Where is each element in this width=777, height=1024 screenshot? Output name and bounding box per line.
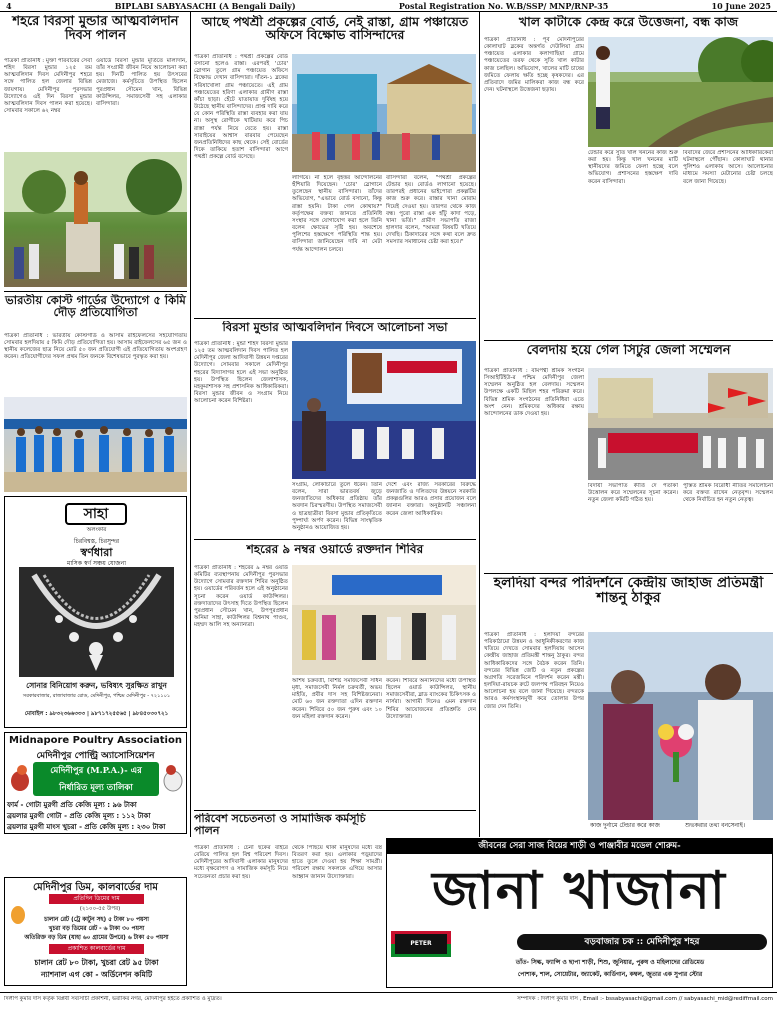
registration: Postal Registration No. W.B/SSP/ MNP/RNP-35 (398, 0, 609, 11)
kalbird-subtitle: প্রকাশিত কালবার্ডের দাম (49, 944, 144, 954)
meeting-stage-photo (292, 341, 476, 479)
ad-top-banner: জীবনের সেরা সাজ বিয়ের শাড়ী ও পাঞ্জাবীর মডেল শোরুম- (387, 839, 772, 854)
peter-england-logo: PETER ENGLAND (395, 934, 447, 954)
divider (484, 573, 773, 574)
article-body: লাগিয়ে। না হলে বৃহত্তর আন্দোলনের হুঁশিয়ারি দিয়েছেন। 'চোর' স্লোগানে তুলেছেন স্থানীয় বাসিন্দারা। তাঁদের অভিযোগ, "এভাবে বোর্ড বসানো, কিন্তু রাস্তা হয়নি। টাকা গেল কোথায়?" কর্তৃপক্ষের বক্তব্য জানতে প্রতিনিধি সংস্থার সঙ্গে যোগাযোগ করা হলে তিনি বলেন ক্ষোভের সৃষ্টি হয়। অবশেষে পুলিশের হস্তক্ষেপে পরিস্থিতি শান্ত হয়। বাসিন্দারা জানিয়েছেন দাবি না মেটা পর্যন্ত আন্দোলন চলবে। (292, 175, 382, 253)
poultry-title: Midnapore Poultry Association (9, 735, 182, 746)
ad-tagline: সোনার বিনিয়োগ করুন, ভবিষ্যৎ সুরক্ষিত রাখুন (26, 681, 167, 690)
footer-contact[interactable]: সম্পাদক : দিলীপ কুমার দাস , Email :- bssabyasachi@gmail.com // sabyasachi_mid@rediffmail.com (517, 996, 773, 1002)
price-meat: ব্রয়লার মুরগী মাংস খুচরা - প্রতি কেজি মূল্য : ২৩০ টাকা (7, 823, 166, 831)
egg-rate: চালান রেট (ট্রে কাটুন সহ) ৫ টাকা ৮০ পয়সা (44, 917, 149, 923)
footer-publisher: দিলীপ কুমার দাস কর্তৃক বিপ্লবী সব্যসাচী প্রকাশনী, ভরাকির নগর, মেদিনীপুর হইতে প্রকাশিত ও মুদ্রিত। (4, 996, 222, 1002)
ad-address: বড়বাজার চক :: মেদিনীপুর শহর (517, 934, 767, 950)
ad-line: মাসিক স্বর্ণ সঞ্চয় যোজনা (66, 560, 126, 567)
article-body: পত্রিকা প্রতিনিধি : হলদিয়া বন্দরের পরিকাঠামো উন্নয়ন ও আধুনিকীকরণের কাজ খতিয়ে দেখতে সোমবার হলদিয়ায় আসেন কেন্দ্রীয় জাহাজ প্রতিমন্ত্রী শান্তনু ঠাকুর। বন্দর আধিকারিকদের সঙ্গে বৈঠক করেন তিনি। বন্দরের বিভিন্ন জেটি ও নতুন প্রকল্পের অগ্রগতি সরেজমিনে পরিদর্শন করেন মন্ত্রী। হলদিয়া-রায়চক রুটে জলপথ পরিবহন নিয়েও আলোচনা হয় বলে জানা গিয়েছে। বন্দরকে আরও কর্মসংস্থানমুখী করে তোলার উপর জোর দেন তিনি। (484, 632, 584, 710)
article-body: পত্রিকা প্রতিনিধি : বামপন্থী শ্রমিক সংগঠন সিআইটিইউ-র পশ্চিম মেদিনীপুর জেলা সম্মেলন অনুষ্ঠিত হল বেলদায়। সম্মেলন উপলক্ষে একটি মিছিল শহর পরিক্রমা করে। বিভিন্ন শ্রমিক সংগঠনের প্রতিনিধিরা এতে অংশ নেন। শ্রমিকদের অধিকার রক্ষায় আন্দোলনের ডাক দেওয়া হয়। (484, 368, 584, 417)
article-body: পত্রিকা প্রতিনিধি : মুন্ডা শহিদ বিরসা মুন্ডার ১২৫ তম আত্মবলিদান দিবস পালিত হল মেদিনীপুর জেলা আদিবাসী উন্নয়ন দপ্তরের উদ্যোগে। সোমবার সকালে মেদিনীপুর শহরের বিদ্যাসাগর হলে এই সভা অনুষ্ঠিত হয়। উপস্থিত ছিলেন জেলাশাসক, মহকুমাশাসক সহ প্রশাসনিক আধিকারিকরা। বিরসা মুন্ডার জীবন ও সংগ্রাম নিয়ে আলোচনা করেন বিশিষ্টরা। (194, 341, 288, 405)
egg-rate: খুচরা বড় ডিমের রেট - ৬ টাকা ৩০ পয়সা (48, 926, 145, 932)
canal-image (588, 37, 773, 147)
minister-image (588, 632, 773, 820)
divider (4, 291, 187, 292)
ad-brand-logo: সাহা (65, 503, 127, 525)
article-body: বাসিন্দারা বলেন, "পথশ্রী প্রকল্পের টেন্ডার হয়। বোর্ডও লাগানো হয়েছে। তারপরই প্রধানের ভাইপোরা প্রকল্পটির কাজ শুরু করে। রাস্তার খানা মোরাম দিয়েই দেওয়া হয়। তারপর থেকে কাজ বন্ধ। পুরো রাস্তা এক হাঁটু কাদা পড়ে, খানা ভর্তি।" গ্রামীণ সভাপতি রাজা হালদার বলেন, "আমরা বিষয়টি খতিয়ে দেখছি। ঠিকাদারের সঙ্গে কথা বলে দ্রুত সমস্যার সমাধানের চেষ্টা করা হবে।" (386, 175, 476, 246)
headline-blood-camp: শহরের ৯ নম্বর ওয়ার্ডে রক্তদান শিবির (246, 543, 424, 556)
article-body: পত্রিকা প্রতিনিধি : চেনা ছকের বাইরে বেরিয়ে পালিত হল বিশ্ব পরিবেশ দিবস। মেদিনীপুরের আদিবাসী এলাকার মানুষদের মধ্যে বৃক্ষরোপণ ও সামাজিক কর্মসূচি নিয়ে সচেতনতা প্রচার করা হয়। (194, 845, 288, 880)
article-body: পত্রিকা প্রতিনিধি : ভারতীয় কোস্টগার্ড ও আসাম রাইফেলসের সহযোগিতায় সোমবার হলদিয়ায় ৫ কিমি দৌড় প্রতিযোগিতা হয়। আসাম রাইফেলসের ৬৫ জন ও স্থানীয় কলেজের ছাত্র নিয়ে মোট ৫০ জন প্রতিযোগী এই প্রতিযোগিতায় অংশগ্রহণ করেন। প্রতিযোগীদের সফল প্রথম তিন জনকে বিশেষভাবে পুরস্কৃত করা হয়। (4, 333, 187, 361)
headline-haldia-port: হলদিয়া বন্দর পরিদর্শনে কেন্দ্রীয় জাহাজ প্রতিমন্ত্রী শান্তনু ঠাকুর (493, 576, 764, 606)
article-body: পত্রিকা প্রতিনিধি : পথশ্রী প্রকল্পের বোর্ড বসানো হলেও রাস্তা। এরপরই 'চোর' স্লোগান তুলে গ্রাম পঞ্চায়েত অফিসে বিক্ষোভ দেখান বাসিন্দারা। দাঁতন-১ ব্লকের সরিষাখোলা গ্রাম পঞ্চায়েতে। এই গ্রাম পঞ্চায়েতের হরিণা এলাকার গ্রামীণ রাস্তা কাঁচা ছাড়া। হেঁটে যাতায়াত দুর্বিষহ হয়ে উঠেছে স্থানীয় বাসিন্দাদের। প্রাপ্ত দাবি করে যে কোন পরিস্থিতি রাস্তা ব্যবহার করা যায় না। অসুস্থ রোগীকে খাটিয়ায় করে পিচ রাস্তা পর্যন্ত নিয়ে যেতে হয়। রাস্তা সারাইয়ের আশ্বাস বারবার পেয়েছেন জনপ্রতিনিধিদের কাছ থেকে। সেই বোর্ডের দিকে তাকিয়ে হতাশ বাসিন্দারা আগে পথশ্রী প্রকল্পে বোর্ড বসেছে। (194, 54, 288, 161)
article-body: পত্রিকা প্রতিনিধি : পূর্ব মেদিনীপুরের কোলাঘাট ব্লকের অন্তর্গত দেউলিয়া গ্রাম পঞ্চায়েত এলাকার কলাগাছিয়া গ্রামে পঞ্চায়েতের তরফ থেকে সুতি খাল কাটার কাজ চলছিল। অভিযোগ, খালের মাটি চাষের জমিতে ফেলায় ক্ষতি হচ্ছে কৃষকদের। এর প্রতিবাদে জমির মালিকরা কাজ বন্ধ করে দেন। ঘটনাস্থলে উত্তেজনা ছড়ায়। (484, 37, 584, 94)
ad-scheme-name: স্বর্ণধারা (80, 546, 113, 559)
ad-line: চিরবিশ্বস্ত, চিরসুন্দর (73, 538, 120, 545)
headline-coast-guard: ভারতীয় কোস্ট গার্ডের উদ্যোগে ৫ কিমি দৌড় প্রতিযোগিতা (5, 294, 186, 320)
necklace-icon (19, 567, 174, 677)
column-rule (479, 12, 480, 837)
article-body: সংগ্রাম, লোকাচারে তুলে ধরেন। তিনি বলেন, সারা ভারতবর্ষ জুড়ে জনজাতিদের অধিকার প্রতিষ্ঠায় তাঁর অবদান চিরস্মরণীয়। উপস্থিত সমাজসেবী ও ছাত্রছাত্রীরা বিরসা মুন্ডার প্রতিকৃতিতে পুষ্পার্ঘ্য অর্পণ করেন। বিভিন্ন সাংস্কৃতিক অনুষ্ঠানও আয়োজিত হয়। (292, 482, 382, 531)
poultry-title-bn: মেদিনীপুর পোল্ট্রি অ্যাসোসিয়েশন (36, 751, 155, 761)
column-rule (190, 12, 191, 837)
article-body: বিবাদের জেরে প্রশাসনের আধিকারিকেরা ঘটনাস্থলে পৌঁছান। কোলাঘাট থানার পুলিশও এলাকায় আসে। আলোচনার মাধ্যমে সমস্যা মেটানোর চেষ্টা চলছে বলে জানা গিয়েছে। (683, 150, 773, 185)
ad-phone: মোবাইল : ৯৮৩২৩৬৬৩৩৩ | ৯৮৭১৭২৫৫৬৫ | ৯৮৪৫০৩০৭২১ (24, 711, 169, 717)
egg-committee: ন্যাশনাল এগ কো - অর্ডিনেশন কমিটি (40, 970, 153, 979)
headline-pathashree: আছে পথশ্রী প্রকল্পের বোর্ড, নেই রাস্তা, গ্রাম পঞ্চায়েত অফিসে বিক্ষোভ বাসিন্দাদের (201, 15, 469, 43)
poultry-price-box (4, 732, 187, 834)
article-body: অশিষ চক্রবর্তী, বিশিষ্ট সমাজসেবী সাধন মৃধা, সমাজসেবী নির্মল চক্রবর্তী, অভয় মাইতি, প্রবীর দাস সহ বিশিষ্টজনেরা। মোট ৬০ জন রক্তদাতা এদিন রক্তদান করেন। শিবিরে ৫০ জন পুরুষ এবং ১০ জন মহিলা রক্তদান করেন। (292, 678, 382, 720)
ad-products-line: তাঁত- সিল্ক, ফ্যান্সি ও ছাপা শাড়ী, শিশু, জুনিয়ার, পুরুষ ও মহিলাদের রেডিমেড (515, 959, 705, 966)
price-farm: ফার্ম - গোটা মুরগী প্রতি কেজি মূল্য : ৯৬ টাকা (7, 801, 137, 809)
protest-photo (292, 54, 476, 172)
headline-birsa-meeting: বিরসা মুন্ডার আত্মবলিদান দিবসে আলোচনা সভা (222, 321, 448, 334)
divider (194, 810, 476, 811)
ad-brand-name: জানা খাজানা (432, 860, 727, 921)
stage-image (292, 341, 476, 479)
village-office-image (292, 54, 476, 172)
issue-date: 10 June 2025 (711, 0, 771, 11)
headline-environment: পরিবেশ সচেতনতা ও সামাজিক কর্মসূচি পালন (194, 813, 366, 837)
article-body: পত্রিকা প্রতিনিধি : শহরের ৯ নম্বর ওয়ার্ড কমিটির ব্যবস্থাপনায় মেদিনীপুর পুরসভার উদ্যোগে সোমবার রক্তদান শিবির অনুষ্ঠিত হয়। ওয়ার্ডের পরিবর্তন হলে এই অনুষ্ঠানের সূচনা করেন ওয়ার্ড কাউন্সিলর। রক্তদাতাদের উৎসাহ দিতে উপস্থিত ছিলেন পুরপ্রধান সৌমেন খান, উপপুরপ্রধান অনিমা সাহা, কাউন্সিলর বিশ্বনাথ পাণ্ডব, মহম্মদ আলি সহ অন্যান্যরা। (194, 565, 288, 629)
egg-title: মেদিনীপুর ডিম, কালবার্ডের দাম (33, 882, 158, 893)
canal-photo (588, 37, 773, 147)
ad-products-line: পোশাক, শাল, সোয়েটার, জ্যাকেট, কার্ডিগান, কম্বল, জুতার এক সুপার স্টোর (517, 971, 703, 978)
poultry-band-line: মেদিনীপুর (M.P.A.)- এর (50, 766, 142, 776)
divider (194, 318, 476, 319)
photo-caption: শুভকরার তথ্য বনসেনাই। (685, 822, 745, 829)
article-body: থেকে পিছিয়ে থাকা মানুষদের মধ্যে বস্ত্র বিতরণ করা হয়। এলাকার পড়ুয়াদের হাতে তুলে দেওয়া হয় শিক্ষা সামগ্রী। পরিবেশ রক্ষায় সকলকে এগিয়ে আসার আহ্বান জানান উদ্যোক্তারা। (292, 845, 382, 880)
article-body: ওয়ার্ডে বিরসা মুন্ডার মূর্তিতে মাল্যদান, তাঁর সংগ্রামী জীবন নিয়ে আলোচনা করা হয়। দিনটি পালিত হয় উৎসবের মেজাজে। কর্মসূচিতে উপস্থিত ছিলেন পুরপ্রধান সৌমেন খান, বিভিন্ন কাউন্সিলর, সমাজসেবী সহ এলাকার বাসিন্দারা। (96, 58, 187, 107)
poultry-band (33, 762, 159, 796)
poultry-band-line: নির্ধারিত মূল্য তালিকা (59, 783, 133, 793)
headline-citu: বেলদায় হয়ে গেল সিটুর জেলা সম্মেলন (526, 344, 731, 358)
article-body: পত্রিকা প্রতিনিধি : মুক্তা পরিবারের সেবা শহিদ বিরসা মুন্ডার ১২৫ তম আত্মবলিদান দিবস মেদিনীপুর শহরে সঙ্গে পালিত হল জেলার বিভিন্ন জায়গায়। মেদিনীপুর পুরসভার উদ্যোগেও এই দিন বিরসা মুন্ডার আত্মবলিদান দিবস পালন করা হয়েছে। সোমবার সকালে ৬২ নম্বর (4, 58, 92, 115)
rally-image (588, 368, 773, 480)
hen-icon (162, 763, 184, 793)
kalbird-rate: চালান রেট ৮০ টাকা, খুচরা রেট ৯৫ টাকা (34, 958, 159, 967)
run-event-photo (4, 397, 187, 492)
egg-price-box (4, 877, 187, 986)
ad-brand-sub: অলংকার (86, 527, 107, 533)
citu-rally-photo (588, 368, 773, 480)
article-body: করেন। শিবিরে অন্যান্যদের মধ্যে উপস্থিত ছিলেন ওয়ার্ড কাউন্সিলর, স্থানীয় সমাজসেবীরা, ব্লাড ব্যাংকের চিকিৎসক ও নার্সরা। আগামী দিনেও এমন রক্তদান শিবির আয়োজনের প্রতিশ্রুতি দেন উদ্যোক্তারা। (386, 678, 476, 720)
headline-canal: খাল কাটাকে কেন্দ্র করে উত্তেজনা, বন্ধ কাজ (518, 15, 739, 29)
headline-birsa-city: শহরে বিরসা মুন্ডার আত্মবলিদান দিবস পালন (12, 15, 179, 43)
photo-caption: কাজ দুর্নামে টেন্ডার করে কাজ (590, 822, 660, 829)
divider (484, 340, 773, 341)
article-body: পুস্তিত শ্রমিক বিরোধী নীতির সমালোচনা করে বক্তব্য রাখেন নেতৃবৃন্দ। সম্মেলন থেকে নির্বাচিত হন নতুন নেতৃত্ব। (683, 483, 773, 504)
egg-rate: অতিরিক্ত বড় ডিম (যাহা ৬০ গ্রামের উপরে) ৬ টাকা ৫০ পয়সা (24, 935, 169, 941)
minister-photo (588, 632, 773, 820)
birsa-statue-photo (4, 152, 187, 287)
camp-image (292, 565, 476, 675)
article-body: দেশে এবং রাজ্য সরকারের বিরুদ্ধে জনজাতি ও দলিতদের উন্নয়নে সরকারি প্রকল্পগুলির আরও প্রসার প্রয়োজন বলে জানান বক্তারা। অনুষ্ঠানটি সঞ্চালনা করেন জেলা আধিকারিক। (386, 482, 476, 517)
egg-subtitle: প্রতিদিন ডিমের দাম (49, 894, 144, 904)
article-body: টেন্ডার করে সুতি খাল খননের কাজ শুরু করা হয়। কিন্তু খাল খননের মাটি স্থানীয়দের জমিতে ফেলা হচ্ছে বলে অভিযোগ। প্রশাসনের হস্তক্ষেপ দাবি করেন বাসিন্দারা। (588, 150, 678, 185)
footer-rule (0, 992, 777, 993)
page-number: 4 (6, 0, 12, 11)
jewellery-advertisement[interactable] (4, 496, 187, 728)
price-broiler: ব্রয়লার মুরগী গোটা - প্রতি কেজি মূল্য : ১১২ টাকা (7, 812, 151, 820)
masthead-bar (0, 0, 777, 12)
article-body: বিদায়ী সভাপতি কীর্তি দে পতাকা উত্তোলন করে সম্মেলনের সূচনা করেন। নতুন জেলা কমিটি গঠিত হয়। (588, 483, 678, 504)
divider (194, 539, 476, 540)
blood-camp-photo (292, 565, 476, 675)
statue-image (4, 152, 187, 287)
egg-note: (২১০০-৫৫ উপর) (79, 906, 121, 912)
runners-image (4, 397, 187, 492)
jana-khajana-advertisement[interactable] (386, 838, 773, 988)
ad-address: সরকারবাজার, রাজাবাজার রোড, মেদিনীপুর, পশ্চিম মেদিনীপুর - ৭২১১০১ (22, 693, 171, 699)
hen-icon (9, 763, 31, 793)
paper-name: BIPLABI SABYASACHI (A Bengali Daily) (114, 0, 296, 11)
